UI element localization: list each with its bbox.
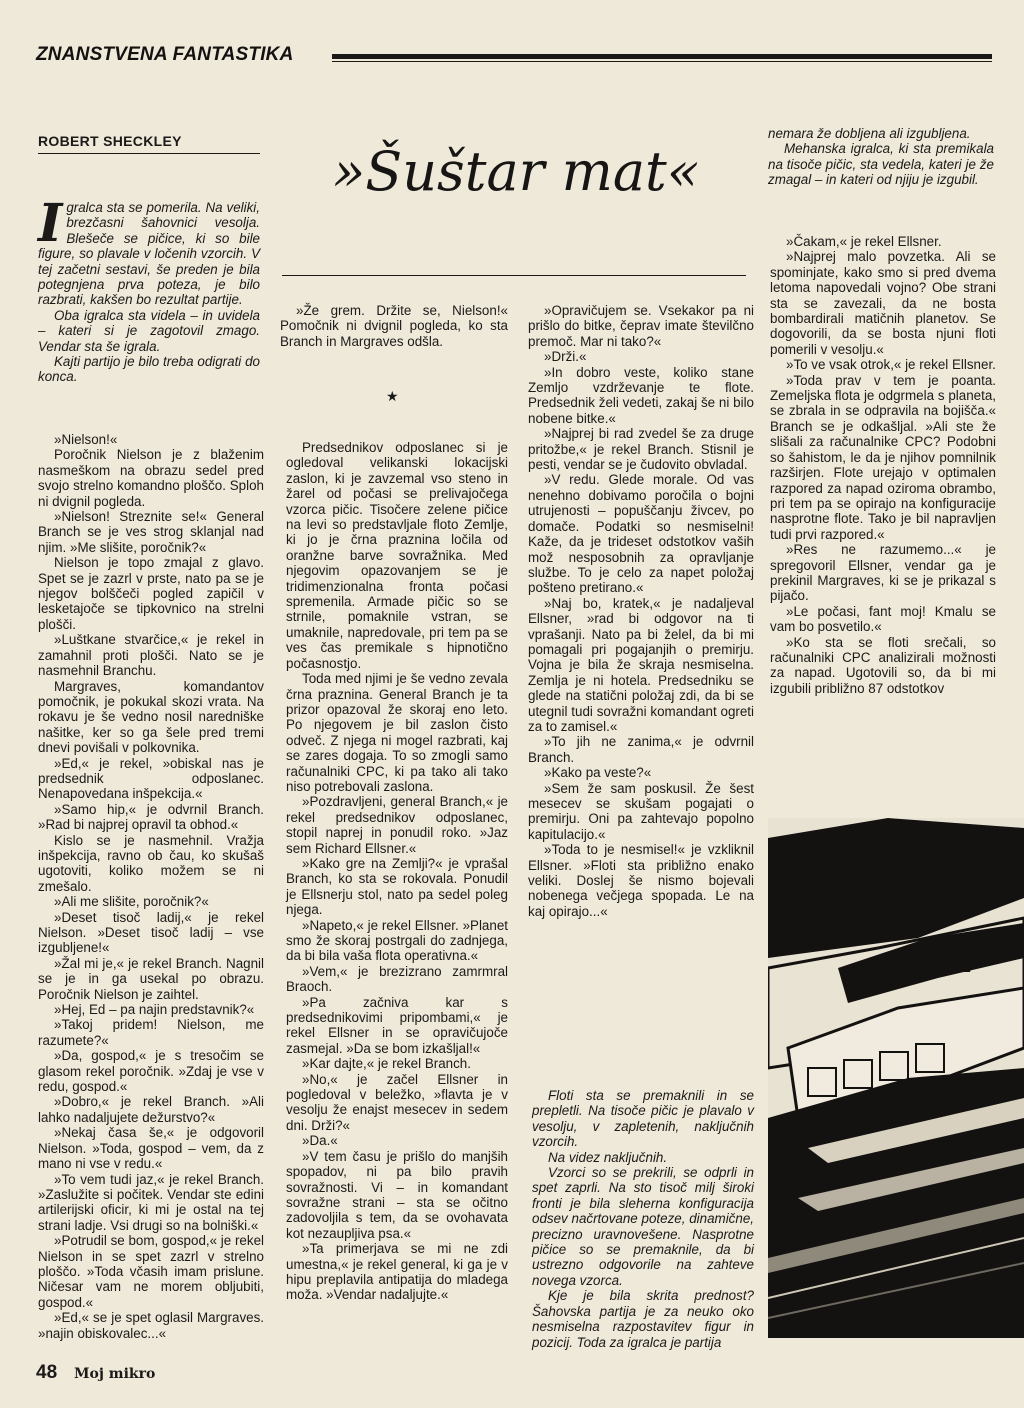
paragraph: »Deset tisoč ladij,« je rekel Nielson. »Deset tisoč ladij – vse izgubljene!« [38,909,264,956]
paragraph: »Opravičujem se. Vsekakor pa ni prišlo do bitke, čeprav imate številčno premoč. Mar ni tako?« [528,303,754,349]
paragraph: »Najprej malo povzetka. Ali se spominjate, kako smo si pred dvema letoma napovedali vojno? Obe strani sta se zavezali, da ne bosta bombardirali matičnih planetov. Se dogovorili, da se bosta njuni floti pomerili v vesolju.« [770,249,996,357]
paragraph: Mehanska igralca, ki sta premikala na tisoče pičic, sta vedela, kateri je že zmagal – in kateri od njiju je izgubil. [768,141,994,188]
drop-cap: I [38,193,63,254]
paragraph: »Kar dajte,« je rekel Branch. [302,1056,471,1072]
text-column-4 [770,234,996,696]
paragraph: Poročnik Nielson je z blaženim nasmeškom na obrazu sedel pred svojo strelno komandno ploščo. Sploh ni dvignil pogleda. [38,447,264,509]
paragraph: nemara že dobljena ali izgubljena. [768,126,971,141]
paragraph: »Sem že sam poskusil. Že šest mesecev se skušam pogajati o premirju. Oni pa zahtevajo popolno kapitulacijo.« [528,780,754,842]
text-column-3-bottom [532,1088,754,1350]
paragraph: »Kako gre na Zemlji?« je vprašal Branch, ko sta se rokovala. Ponudil je Ellsnerju stol, nato pa sedel poleg njega. [286,855,508,918]
text-column-2-top [280,303,508,349]
paragraph: Na videz naključnih. [548,1149,668,1165]
paragraph: »Luštkane stvarčice,« je rekel in zamahnil proti plošči. Nato se je nasmehnil Branchu. [38,632,264,679]
paragraph: »To vem tudi jaz,« je rekel Branch. »Zaslužite si počitek. Vendar ste edini artilerijski oficir, ki mi je ostal na tej strani ladje. Vsi drugi so na bolniški.« [38,1171,264,1233]
text-column-4-top [768,126,994,188]
section-separator-star: ★ [386,388,399,404]
intro-paragraph: Kajti partijo je bilo treba odigrati do konca. [38,354,260,385]
section-rule [332,54,992,59]
paragraph: Kislo se je nasmehnil. Vražja inšpekcija, ravno ob čau, ko skušaš ugotoviti, koliko možem se ni zmešalo. [38,832,264,894]
text-column-2 [286,440,508,1303]
page-number: 48 [36,1362,58,1383]
magazine-name: Moj mikro [74,1366,156,1382]
paragraph: »Ali me slišite, poročnik?« [54,894,209,910]
paragraph: »Ta primerjava se mi ne zdi umestna,« je rekel general, ki ga je v hipu preplavila antipatija do mladega moža. »Vendar nadaljujte.« [286,1241,508,1303]
paragraph: »Vem,« je brezizrano zamrmral Braoch. [286,963,508,995]
paragraph: »Kako pa veste?« [544,765,652,781]
paragraph: »Pozdravljeni, general Branch,« je rekel predsednikov odposlanec, stopil naprej in ponudil roko. »Jaz sem Richard Ellsner.« [286,794,508,856]
paragraph: »Samo hip,« je odvrnil Branch. »Rad bi najprej opravil ta obhod.« [38,801,264,833]
intro-text: gralca sta se pomerila. Na veliki, brezčasni šahovnici vesolja. Blešeče se pičice, ki so bile figure, so plavale v ločenih vzorcih. V tej začetni sestavi, še preden je bila potegnjena prva poteza, je bilo razbrati, kakšen bo rezultat partije. [38,200,260,308]
paragraph: Vzorci so se prekrili, se odprli in spet zaprli. Na sto tisoč milj široki fronti je bila sleherna konfiguracija odsev načrtovane poteze, dinamične, precizno uravnovešene. Nasprotne pičice so se premaknile, da bi ustrezno odgovorile na zahteve novega vzorca. [532,1165,754,1288]
paragraph: »No,« je začel Ellsner in pogledoval v beležko, »flavta je v vesolju že enajst mesecev in sedem dni. Drži?« [286,1071,508,1133]
paragraph: »Toda to je nesmisel!« je vzkliknil Ellsner. »Floti sta približno enako veliki. Doslej še nismo bojevali nobenega večjega spopada. Le na kaj opirajo...« [528,842,754,919]
paragraph: »Potrudil se bom, gospod,« je rekel Nielson in se spet zazrl v strelno ploščo. »Toda včasih imam prislune. Ničesar vam ne morem obljubiti, gospod.« [38,1233,264,1310]
paragraph: »Ed,« je rekel, »obiskal nas je predsednik odposlanec. Nenapovedana inšpekcija.« [38,755,264,802]
intro-paragraph [38,193,260,308]
paragraph: »Ed,« se je spet oglasil Margraves. »najin obiskovalec...« [38,1310,264,1341]
paragraph: »Da, gospod,« je s tresočim se glasom rekel poročnik. »Zdaj je vse v redu, gospod.« [38,1048,264,1095]
paragraph: »V tem času je prišlo do manjših spopadov, ni pa bilo pravih sovražnosti. Vi – in komandant sovražne strani – sta se očitno zadovoljila s tem, da se ovohavata kot nezaupljiva psa.« [286,1148,508,1241]
paragraph: »Toda prav v tem je poanta. Zemeljska flota je odgrmela s planeta, se zbrala in se odpravila na bojišča.« Branch se je odkašljal. »Ali ste že slišali za računalnike CPC? Podobni so šahistom, le da je njihov pomnilnik razširjen. Flote urejajo v optimalen razpored za napad oziroma obrambo, pri tem pa se opirajo na konfiguracije nasprotne flote. Tako je bil napravljen tudi prvi razpored.« [770,372,996,542]
paragraph: »Takoj pridem! Nielson, me razumete?« [38,1017,264,1048]
paragraph: »Hej, Ed – pa najin predstavnik?« [54,1002,255,1018]
paragraph: »Ko sta se floti srečali, so računalniki CPC analizirali možnosti za napad. Ugotovili so, da bi mi izgubili približno 87 odstotkov [770,634,996,696]
paragraph: »Že grem. Držite se, Nielson!« Pomočnik ni dvignil pogleda, ko sta Branch in Margraves odšla. [280,303,508,349]
paragraph: Margraves, komandantov pomočnik, je pokukal skozi vrata. Na rokavu je še vedno nosil naredniške našitke, ker so ga šele pred tremi dnevi povišali v polkovnika. [38,678,264,756]
paragraph: »Drži.« [544,349,587,365]
paragraph: »Nielson!« [54,432,118,447]
paragraph: »To ve vsak otrok,« je rekel Ellsner. [786,357,996,373]
paragraph: »Najprej bi rad zvedel še za druge pritožbe,« je rekel Branch. Stisnil je pesti, vendar se je čudovito obvladal. [528,426,754,473]
paragraph: Floti sta se premaknili in se prepletli. Na tisoče pičic je plavalo v vesolju, v zapletenih, naključnih vzorcih. [532,1088,754,1150]
paragraph: »Napeto,« je rekel Ellsner. »Planet smo že skoraj postrgali do zadnjega, da bi bila vaša flota operativna.« [286,917,508,964]
paragraph: »Čakam,« je rekel Ellsner. [786,234,942,249]
paragraph: Nielson je topo zmajal z glavo. Spet se je zazrl v prste, nato pa se je njegov bolščeči pogled zapičil v lesketajoče se tipkovnico na strelni plošči. [38,555,264,632]
text-column-3 [528,303,754,919]
intro-block [38,193,260,385]
author-rule [38,153,260,154]
paragraph: »Le počasi, fant moj! Kmalu se vam bo posvetilo.« [770,603,996,635]
paragraph: »Dobro,« je rekel Branch. »Ali lahko nadaljujete dežurstvo?« [38,1094,264,1125]
paragraph: »Nielson! Streznite se!« General Branch se je ves strog sklanjal nad njim. »Me slišite, poročnik?« [38,509,264,555]
paragraph: »V redu. Glede morale. Od vas nenehno dobivamo poročila o bojni utrujenosti – popuščanju živcev, po domače. Podatki so nesmiselni! Kaže, da je trideset odstotkov vaših mož nesposobnih za opravljanje službe. To je celo za napet položaj pošteno pretirano.« [528,472,754,596]
section-rule-thin [332,61,992,62]
paragraph: »Res ne razumemo...« je spregovoril Ellsner, vendar ga je prekinil Margraves, ki se je prikazal s pijačo. [770,542,996,604]
paragraph: »Žal mi je,« je rekel Branch. Nagnil se je in ga usekal po obrazu. Poročnik Nielson je zaihtel. [38,955,264,1002]
paragraph: »Naj bo, kratek,« je nadaljeval Ellsner, »rad bi odgovor na ti vprašanji. Nato pa bi želel, da bi mi pomagali pri pogajanjih o premirju. Vojna je bila že skraja nesmiselna. Zemlja je ni hotela. Predsedniku se glede na statični položaj zdi, da bi se utegnil tudi sovražni komandant ogreti za to zamisel.« [528,595,754,734]
paragraph: Predsednikov odposlanec si je ogledoval velikanski lokacijski zaslon, ki je zavzemal vso steno in žarel od počasi se prelivajočega vzorca pičic. Tisočere zelene pičice na levi so predstavljale floto Zemlje, ki jo je črna praznina ločila od oranžne barve sovražnika. Med njegovim opazovanjem se je tridimenzionalna fronta počasi spremenila. Armade pičic so se strnile, pomaknile vstran, se umaknile, napredovale, pri tem pa se ves čas premikale s hipnotično počasnostjo. [286,440,508,671]
text-column-1 [38,432,264,1341]
section-header [36,44,992,70]
paragraph: »In dobro veste, koliko stane Zemljo vzdrževanje te flote. Predsednik želi vedeti, zakaj še ni bilo nobene bitke.« [528,364,754,426]
intro-paragraph: Oba igralca sta videla – in uvidela – kateri si je zagotovil zmago. Vendar sta še igrala. [38,307,260,354]
title-rule [282,275,746,276]
paragraph: »Pa začniva kar s predsednikovimi pripombami,« je rekel Ellsner in se opravičujoče zasmejal. »Da se bom izkašljal!« [286,994,508,1056]
paragraph: Toda med njimi je še vedno zevala črna praznina. General Branch je ta prizor opazoval že skoraj eno leto. Po njegovem je bil zaslon čisto odveč. Z njega ni mogel razbrati, kaj se zares dogaja. To so zmogli samo računalniki CPC, ki pa tako ali tako niso potrebovali zaslona. [286,671,508,794]
paragraph: »Da.« [302,1133,338,1149]
spaceship-illustration [768,818,1024,1338]
paragraph: »To jih ne zanima,« je odvrnil Branch. [528,734,754,765]
paragraph: »Nekaj časa še,« je odgovoril Nielson. »Toda, gospod – vem, da z mano ni vse v redu.« [38,1125,264,1172]
article-title: »Šuštar mat« [332,140,700,203]
author-name: ROBERT SHECKLEY [38,133,182,149]
section-title: ZNANSTVENA FANTASTIKA [36,44,294,65]
paragraph: Kje je bila skrita prednost? Šahovska partija je za neuko oko nesmiselna razpostavitev figur in pozicij. Toda za igralca je partija [532,1288,754,1350]
